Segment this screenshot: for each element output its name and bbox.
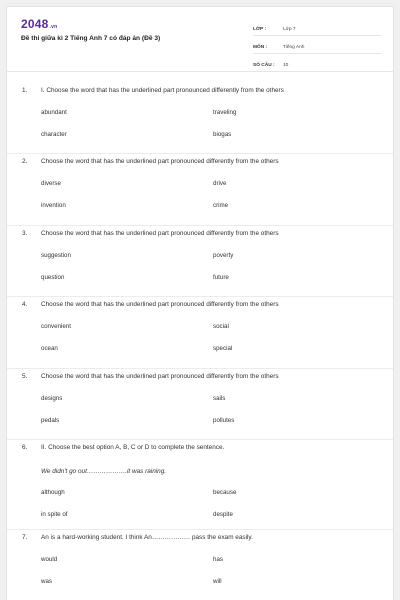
meta-row-subject bbox=[253, 38, 381, 54]
option-b[interactable]: traveling bbox=[213, 109, 237, 116]
meta-label: MÔN : bbox=[253, 45, 268, 50]
option-b[interactable]: drive bbox=[213, 180, 227, 188]
option-a[interactable]: designs bbox=[41, 394, 63, 402]
document-meta bbox=[253, 20, 381, 74]
option-a[interactable]: suggestion bbox=[41, 251, 71, 259]
option-b[interactable]: sails bbox=[213, 394, 226, 402]
question-text: Choose the word that has the underlined part pronounced differently from the others bbox=[41, 229, 279, 237]
question-number: 7. bbox=[22, 533, 28, 541]
option-d[interactable]: despite bbox=[213, 510, 233, 518]
option-a[interactable]: although bbox=[41, 488, 65, 496]
question-text: An is a hard-working student. I think An……………… pass the exam easily. bbox=[41, 533, 253, 541]
question-text: I. Choose the word that has the underlined part pronounced differently from the others bbox=[41, 87, 284, 94]
logo-suffix: .vn bbox=[49, 24, 58, 30]
question-text: II. Choose the best option A, B, C or D to complete the sentence. bbox=[41, 443, 225, 451]
option-d[interactable]: pollutes bbox=[213, 416, 235, 424]
option-d[interactable]: will bbox=[213, 577, 222, 585]
option-c[interactable]: character bbox=[41, 131, 67, 138]
option-c[interactable]: question bbox=[41, 273, 65, 281]
question-2 bbox=[7, 154, 393, 225]
meta-value: 10 bbox=[283, 63, 289, 68]
option-d[interactable]: special bbox=[213, 345, 233, 353]
question-7 bbox=[7, 530, 393, 600]
meta-value: Tiếng Anh bbox=[283, 45, 305, 50]
question-3 bbox=[7, 226, 393, 297]
question-number: 6. bbox=[22, 443, 28, 451]
meta-value: Lớp 7 bbox=[283, 27, 296, 32]
page-title: Đề thi giữa kì 2 Tiếng Anh 7 có đáp án (Đề 3) bbox=[21, 35, 161, 42]
option-a[interactable]: would bbox=[41, 555, 58, 563]
meta-row-class bbox=[253, 20, 381, 36]
question-text: Choose the word that has the underlined part pronounced differently from the others bbox=[41, 372, 279, 380]
option-a[interactable]: abundant bbox=[41, 109, 67, 116]
option-d[interactable]: biogas bbox=[213, 131, 232, 138]
option-d[interactable]: future bbox=[213, 273, 229, 281]
question-number: 1. bbox=[22, 87, 28, 94]
site-logo[interactable]: 2048.vn bbox=[21, 17, 58, 31]
question-number: 2. bbox=[22, 158, 28, 166]
option-c[interactable]: invention bbox=[41, 202, 66, 210]
question-text: Choose the word that has the underlined part pronounced differently from the others bbox=[41, 301, 279, 309]
question-number: 3. bbox=[22, 229, 28, 237]
option-c[interactable]: was bbox=[41, 577, 53, 585]
option-a[interactable]: diverse bbox=[41, 180, 61, 188]
question-sentence: We didn't go out……………….it was raining. bbox=[41, 467, 167, 475]
meta-label: SỐ CÂU : bbox=[253, 63, 275, 68]
meta-label: LỚP : bbox=[253, 27, 267, 32]
option-b[interactable]: poverty bbox=[213, 251, 234, 259]
option-c[interactable]: in spite of bbox=[41, 510, 68, 518]
option-d[interactable]: crime bbox=[213, 202, 229, 210]
option-b[interactable]: because bbox=[213, 488, 237, 496]
meta-row-count bbox=[253, 56, 381, 72]
question-6 bbox=[7, 440, 393, 530]
question-4 bbox=[7, 297, 393, 368]
document-page bbox=[6, 6, 394, 600]
question-number: 4. bbox=[22, 301, 28, 309]
option-c[interactable]: pedals bbox=[41, 416, 60, 424]
document-header bbox=[7, 7, 393, 72]
option-c[interactable]: ocean bbox=[41, 345, 58, 353]
question-list bbox=[7, 83, 393, 600]
question-number: 5. bbox=[22, 372, 28, 380]
option-b[interactable]: social bbox=[213, 323, 229, 331]
question-text: Choose the word that has the underlined part pronounced differently from the others bbox=[41, 158, 279, 166]
question-1 bbox=[7, 83, 393, 154]
option-a[interactable]: convenient bbox=[41, 323, 71, 331]
option-b[interactable]: has bbox=[213, 555, 223, 563]
question-5 bbox=[7, 369, 393, 440]
